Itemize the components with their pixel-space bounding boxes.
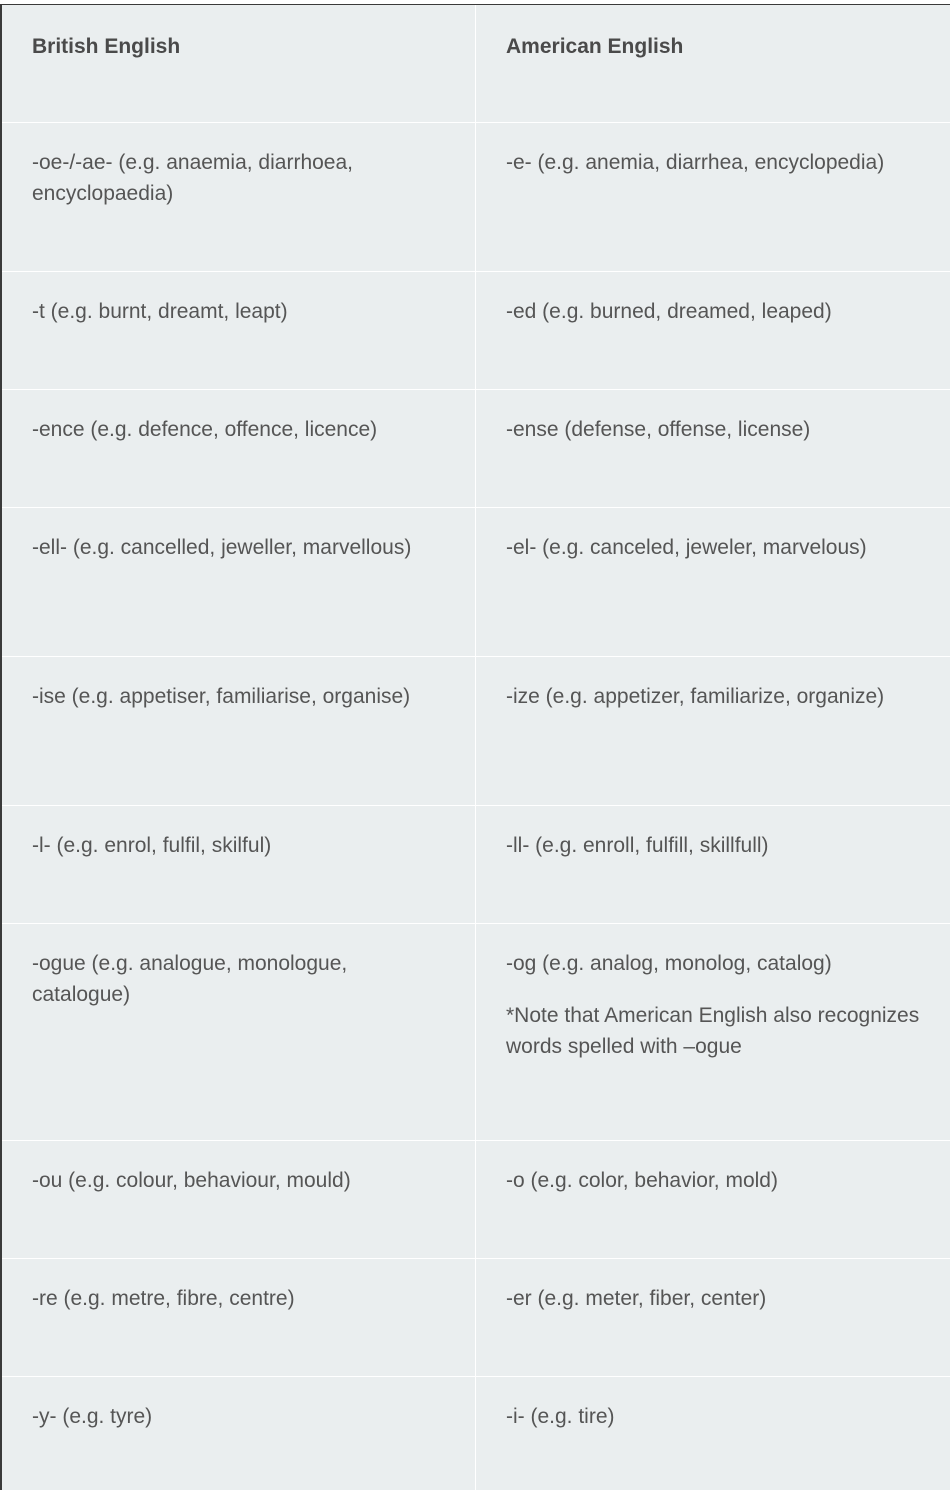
british-cell: -oe-/-ae- (e.g. anaemia, diarrhoea, encyclopaedia): [2, 123, 476, 271]
british-cell: -ou (e.g. colour, behaviour, mould): [2, 1141, 476, 1258]
table-row: [2, 508, 950, 657]
table-row: [2, 806, 950, 924]
table-row: [2, 1377, 950, 1490]
table-row: [2, 1259, 950, 1377]
table-row: [2, 924, 950, 1141]
american-cell: -el- (e.g. canceled, jeweler, marvelous): [506, 536, 867, 559]
american-cell: -er (e.g. meter, fiber, center): [506, 1287, 767, 1310]
american-cell: -ize (e.g. appetizer, familiarize, organize): [506, 685, 885, 708]
american-cell: -ed (e.g. burned, dreamed, leaped): [506, 300, 832, 323]
american-cell: -i- (e.g. tire): [506, 1405, 615, 1428]
british-cell: -y- (e.g. tyre): [2, 1377, 476, 1490]
american-cell: -ense (defense, offense, license): [506, 418, 811, 441]
table-row: [2, 657, 950, 806]
table-row: [2, 123, 950, 272]
american-cell: -ll- (e.g. enroll, fulfill, skillfull): [506, 834, 769, 857]
american-cell: [476, 924, 950, 1140]
british-cell: -ell- (e.g. cancelled, jeweller, marvellous): [2, 508, 476, 656]
american-cell-text: -og (e.g. analog, monolog, catalog): [506, 952, 832, 975]
british-cell: -re (e.g. metre, fibre, centre): [2, 1259, 476, 1376]
table-row: [2, 390, 950, 508]
american-cell: -e- (e.g. anemia, diarrhea, encyclopedia): [506, 151, 885, 174]
header-american-english: American English: [506, 35, 684, 58]
table-row: [2, 272, 950, 390]
british-cell: -t (e.g. burnt, dreamt, leapt): [2, 272, 476, 389]
american-cell: -o (e.g. color, behavior, mold): [506, 1169, 778, 1192]
table-header-row: [2, 5, 950, 123]
american-note: *Note that American English also recognizes words spelled with –ogue: [506, 1004, 920, 1058]
british-cell: -ogue (e.g. analogue, monologue, catalogue): [2, 924, 476, 1140]
table-row: [2, 1141, 950, 1259]
british-cell: -ise (e.g. appetiser, familiarise, organise): [2, 657, 476, 805]
spelling-comparison-table: [0, 4, 950, 1490]
british-cell: -l- (e.g. enrol, fulfil, skilful): [2, 806, 476, 923]
british-cell: -ence (e.g. defence, offence, licence): [2, 390, 476, 507]
header-british-english: British English: [2, 5, 476, 122]
